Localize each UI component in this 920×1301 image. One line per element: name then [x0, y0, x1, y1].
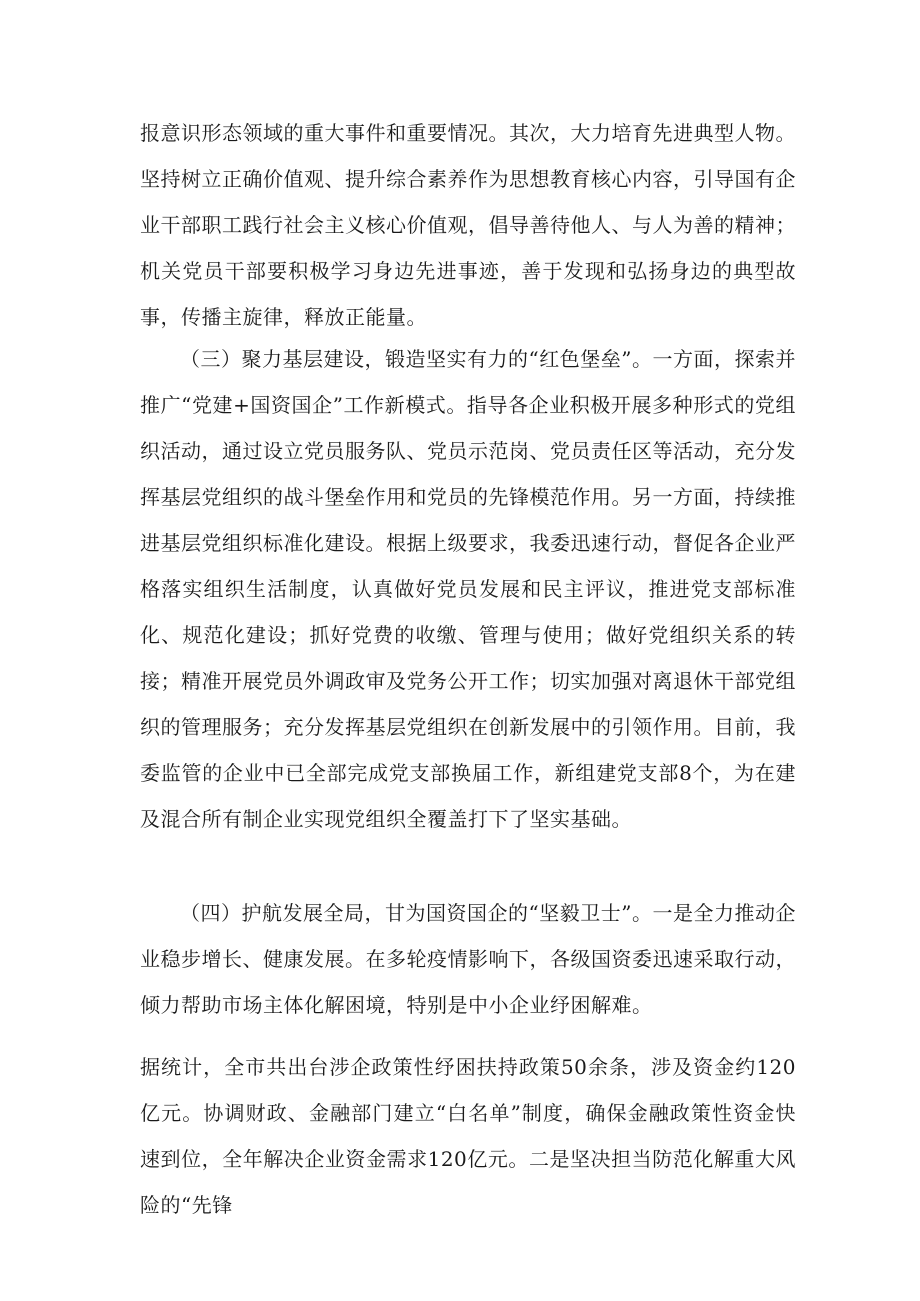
text-block-section-four	[140, 890, 796, 1028]
paragraph-section-four: （四）护航发展全局，甘为国资国企的“坚毅卫士”。一是全力推动企业稳步增长、健康发展。在多轮疫情影响下，各级国资委迅速采取行动，倾力帮助市场主体化解困境，特别是中小企业纾困解难。	[140, 901, 796, 1017]
paragraph-section-three: （三）聚力基层建设，锻造坚实有力的“红色堡垒”。一方面，探索并推广“党建+国资国企”工作新模式。指导各企业积极开展多种形式的党组织活动，通过设立党员服务队、党员示范岗、党员责任区等活动，充分发挥基层党组织的战斗堡垒作用和党员的先锋模范作用。另一方面，持续推进基层党组织标准化建设。根据上级要求，我委迅速行动，督促各企业严格落实组织生活制度，认真做好党员发展和民主评议，推进党支部标准化、规范化建设；抓好党费的收缴、管理与使用；做好党组织关系的转接；精准开展党员外调政审及党务公开工作；切实加强对离退休干部党组织的管理服务；充分发挥基层党组织在创新发展中的引领作用。目前，我委监管的企业中已全部完成党支部换届工作，新组建党支部8个，为在建及混合所有制企业实现党组织全覆盖打下了坚实基础。	[140, 347, 796, 831]
text-block-statistics	[140, 1044, 796, 1228]
text-block-continuation	[140, 110, 796, 340]
text-block-section-three	[140, 336, 796, 842]
paragraph-statistics: 据统计，全市共出台涉企政策性纾困扶持政策50余条，涉及资金约120亿元。协调财政、金融部门建立“白名单”制度，确保金融政策性资金快速到位，全年解决企业资金需求120亿元。二是坚决担当防范化解重大风险的“先锋	[140, 1055, 796, 1217]
paragraph-continued: 报意识形态领域的重大事件和重要情况。其次，大力培育先进典型人物。坚持树立正确价值观、提升综合素养作为思想教育核心内容，引导国有企业干部职工践行社会主义核心价值观，倡导善待他人、与人为善的精神；机关党员干部要积极学习身边先进事迹，善于发现和弘扬身边的典型故事，传播主旋律，释放正能量。	[140, 121, 796, 329]
